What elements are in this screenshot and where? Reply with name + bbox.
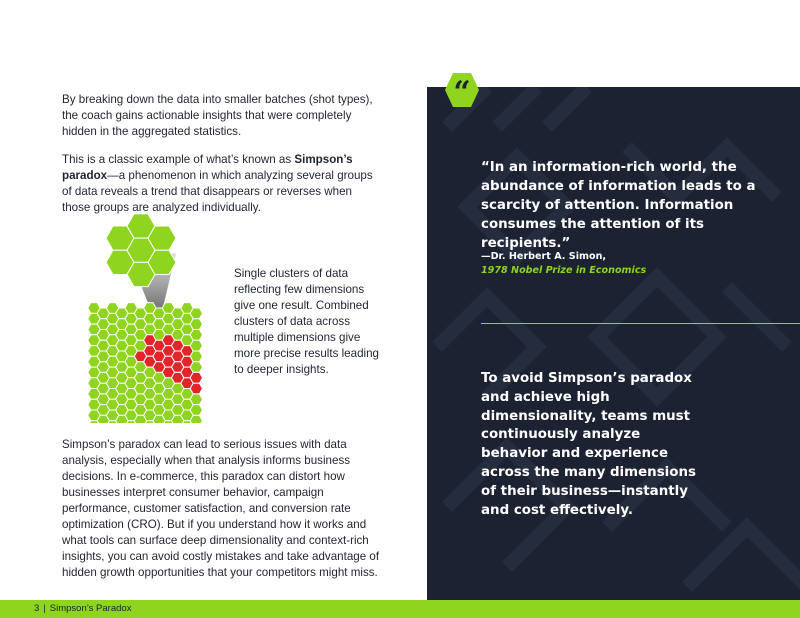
green-divider xyxy=(481,323,800,324)
quote-credential: 1978 Nobel Prize in Economics xyxy=(481,265,647,276)
section-title: Simpson’s Paradox xyxy=(49,603,132,614)
hexagon-clusters-illustration xyxy=(80,208,210,423)
highlight-hex xyxy=(190,372,202,383)
quote-attribution xyxy=(481,250,646,278)
quote-badge xyxy=(444,72,480,108)
highlight-hex xyxy=(190,383,202,394)
quote-text: “In an information-rich world, the abundance of information leads to a scarcity of attention. Information consumes the attention of its recipients.” xyxy=(481,160,756,251)
body-paragraph: Simpson’s paradox can lead to serious issues with data analysis, especially when that analysis informs business decisions. In e-commerce, this paradox can distort how businesses interpret consumer behavior, campaign performance, customer satisfaction, and conversion rate optimization (CRO). But if you understand how it works and what tools can surface deep dimensionality and context-rich insights, you can avoid costly mistakes and take advantage of hidden growth opportunities that your competitors might miss. xyxy=(62,438,380,579)
quote-mark-icon: “ xyxy=(453,75,471,108)
grid-hex xyxy=(190,340,202,351)
page-number: 3 xyxy=(34,603,40,614)
grid-hex xyxy=(190,362,202,373)
grid-hex xyxy=(190,330,202,341)
grid-hex xyxy=(190,319,202,330)
grid-hex xyxy=(190,351,202,362)
panel-callout: To avoid Simpson’s paradox and achieve high dimensionality, teams must continuously analyze behavior and experience across the many dimensions of their business—instantly and cost effectively. xyxy=(481,371,696,518)
footer-separator: | xyxy=(43,603,46,614)
footer-text xyxy=(34,603,131,615)
illustration-caption: Single clusters of data reflecting few dimensions give one result. Combined clusters of data across multiple dimensions give more precise results leading to deeper insights. xyxy=(234,267,379,376)
classic-suffix: —a phenomenon in which analyzing several groups of data reveals a trend that disappears or reverses when those groups are analyzed individually. xyxy=(62,169,373,214)
large-hex-cluster xyxy=(88,303,203,423)
grid-hex xyxy=(190,394,202,405)
footer-bar xyxy=(0,600,800,618)
quote-author: —Dr. Herbert A. Simon, xyxy=(481,251,607,262)
simpsons-paradox-term: Simpson’s paradox xyxy=(62,153,353,182)
classic-paragraph xyxy=(62,152,380,216)
intro-paragraph: By breaking down the data into smaller batches (shot types), the coach gains actionable insights that were completely hidden in the aggregated statistics. xyxy=(62,93,373,138)
classic-prefix: This is a classic example of what’s known as xyxy=(62,153,295,166)
grid-hex xyxy=(190,405,202,416)
grid-hex xyxy=(190,308,202,319)
